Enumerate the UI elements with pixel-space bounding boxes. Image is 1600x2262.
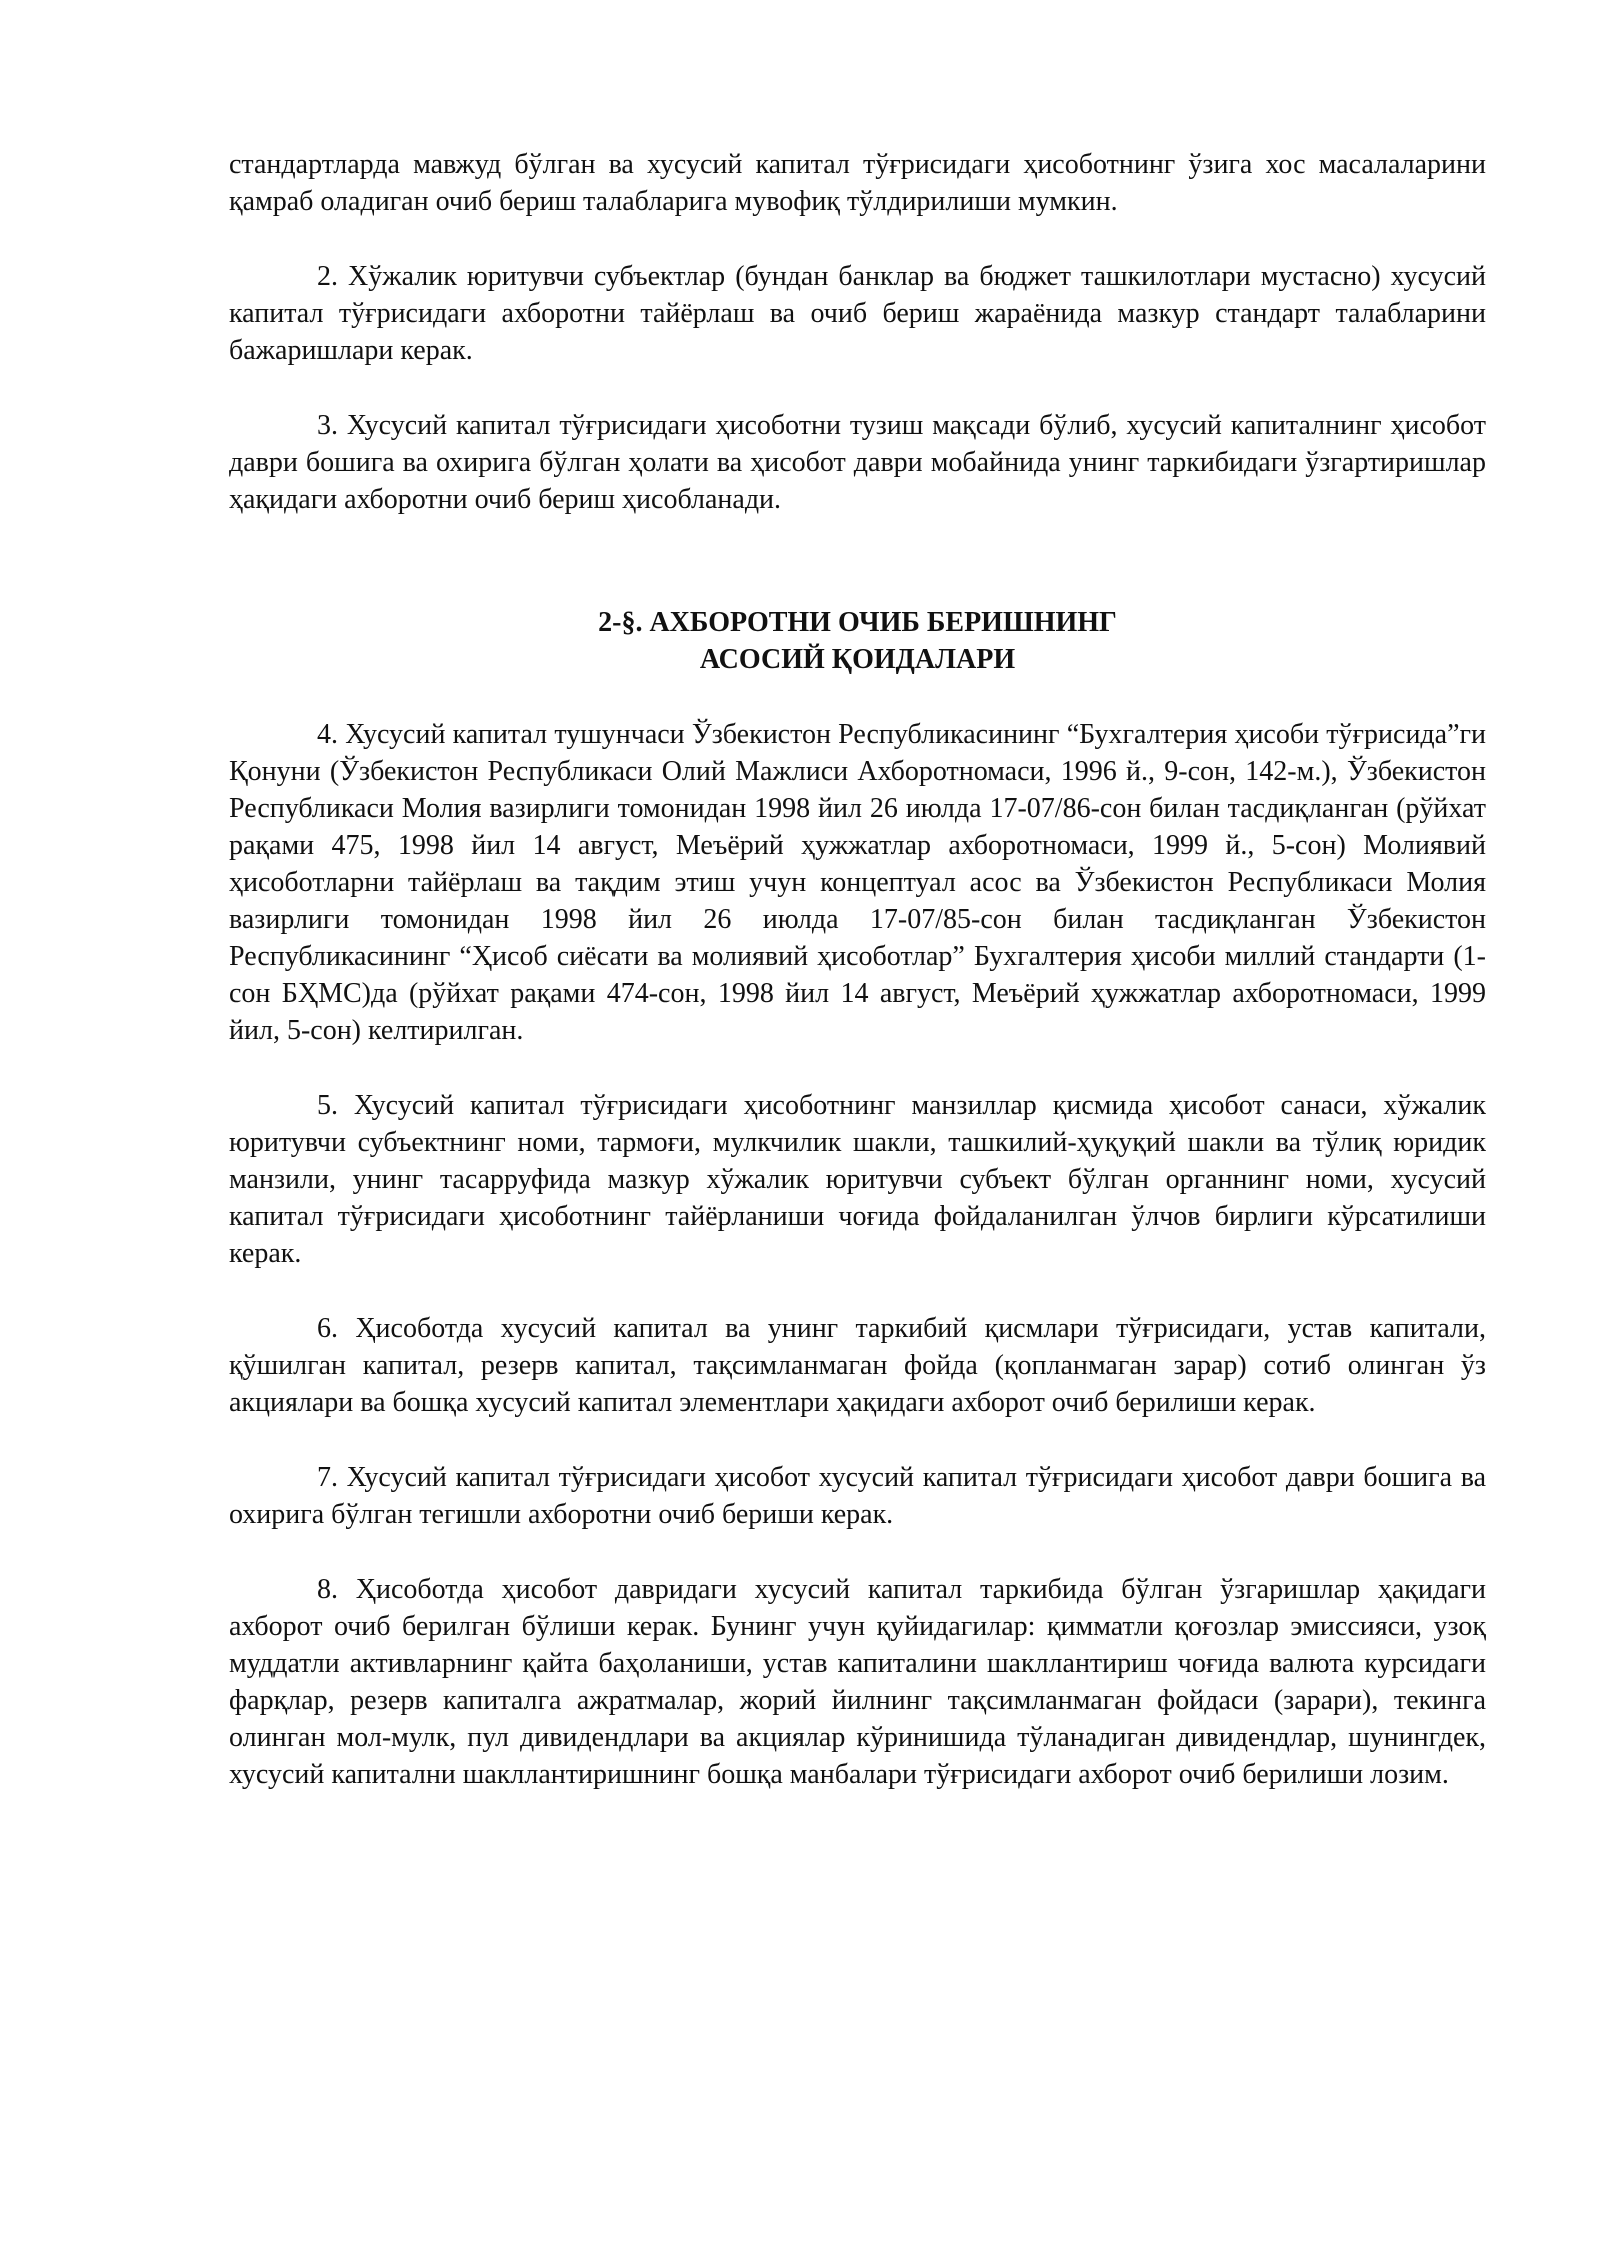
paragraph-4: 4. Хусусий капитал тушунчаси Ўзбекистон Республикасининг “Бухгалтерия ҳисоби тўғрисида”ги Қонуни (Ўзбекистон Республикаси Олий Мажлиси Ахборотномаси, 1996 й., 9-сон, 142-м.), Ўзбекистон Республикаси Молия вазирлиги томонидан 1998 йил 26 июлда 17-07/86-сон билан тасдиқланган (рўйхат рақами 475, 1998 йил 14 август, Меъёрий ҳужжатлар ахборотномаси, 1999 й., 5-сон) Молиявий ҳисоботларни тайёрлаш ва тақдим этиш учун концептуал асос ва Ўзбекистон Республикаси Молия вазирлиги томонидан 1998 йил 26 июлда 17-07/85-сон билан тасдиқланган Ўзбекистон Республикасининг “Ҳисоб сиёсати ва молиявий ҳисоботлар” Бухгалтерия ҳисоби миллий стандарти (1-сон БҲМС)да (рўйхат рақами 474-сон, 1998 йил 14 август, Меъёрий ҳужжатлар ахборотномаси, 1999 йил, 5-сон) келтирилган. — [229, 719, 1486, 1046]
paragraph-8: 8. Ҳисоботда ҳисобот давридаги хусусий капитал таркибида бўлган ўзгаришлар ҳақидаги ахборот очиб берилган бўлиши керак. Бунинг учун қуйидагилар: қимматли қоғозлар эмиссияси, узоқ муддатли активларнинг қайта баҳоланиши, устав капиталини шакллантириш чоғида валюта курсидаги фарқлар, резерв капиталга ажратмалар, жорий йилнинг тақсимланмаган фойдаси (зарари), текинга олинган мол-мулк, пул дивидендлари ва акциялар кўринишида тўланадиган дивидендлар, шунингдек, хусусий капитални шакллантиришнинг бошқа манбалари тўғрисидаги ахборот очиб берилиши лозим. — [229, 1574, 1486, 1790]
paragraph-7: 7. Хусусий капитал тўғрисидаги ҳисобот хусусий капитал тўғрисидаги ҳисобот даври бошига ва охирига бўлган тегишли ахборотни очиб бериши керак. — [229, 1462, 1486, 1530]
paragraph-6: 6. Ҳисоботда хусусий капитал ва унинг таркибий қисмлари тўғрисидаги, устав капитали, қўшилган капитал, резерв капитал, тақсимланмаган фойда (қопланмаган зарар) сотиб олинган ўз акциялари ва бошқа хусусий капитал элементлари ҳақидаги ахборот очиб берилиши керак. — [229, 1313, 1486, 1418]
paragraph-2: 2. Хўжалик юритувчи субъектлар (бундан банклар ва бюджет ташкилотлари мустасно) хусусий капитал тўғрисидаги ахборотни тайёрлаш ва очиб бериш жараёнида мазкур стандарт талабларини бажаришлари керак. — [229, 261, 1486, 366]
paragraph-3: 3. Хусусий капитал тўғрисидаги ҳисоботни тузиш мақсади бўлиб, хусусий капиталнинг ҳисобот даври бошига ва охирига бўлган ҳолати ва ҳисобот даври мобайнида унинг таркибидаги ўзгартиришлар ҳақидаги ахборотни очиб бериш ҳисобланади. — [229, 410, 1486, 515]
section-heading-line-2: АСОСИЙ ҚОИДАЛАРИ — [699, 644, 1016, 675]
paragraph-5: 5. Хусусий капитал тўғрисидаги ҳисоботнинг манзиллар қисмида ҳисобот санаси, хўжалик юритувчи субъектнинг номи, тармоғи, мулкчилик шакли, ташкилий-ҳуқуқий шакли ва тўлиқ юридик манзили, унинг тасарруфида мазкур хўжалик юритувчи субъект бўлган органнинг номи, хусусий капитал тўғрисидаги ҳисоботнинг тайёрланиши чоғида фойдаланилган ўлчов бирлиги кўрсатилиши керак. — [229, 1090, 1486, 1269]
section-heading-line-1: 2-§. АХБОРОТНИ ОЧИБ БЕРИШНИНГ — [598, 607, 1117, 638]
section-heading — [229, 604, 1486, 678]
intro-continuation-paragraph: стандартларда мавжуд бўлган ва хусусий капитал тўғрисидаги ҳисоботнинг ўзига хос масалаларини қамраб оладиган очиб бериш талабларига мувофиқ тўлдирилиши мумкин. — [229, 149, 1486, 217]
document-page — [229, 146, 1486, 1793]
